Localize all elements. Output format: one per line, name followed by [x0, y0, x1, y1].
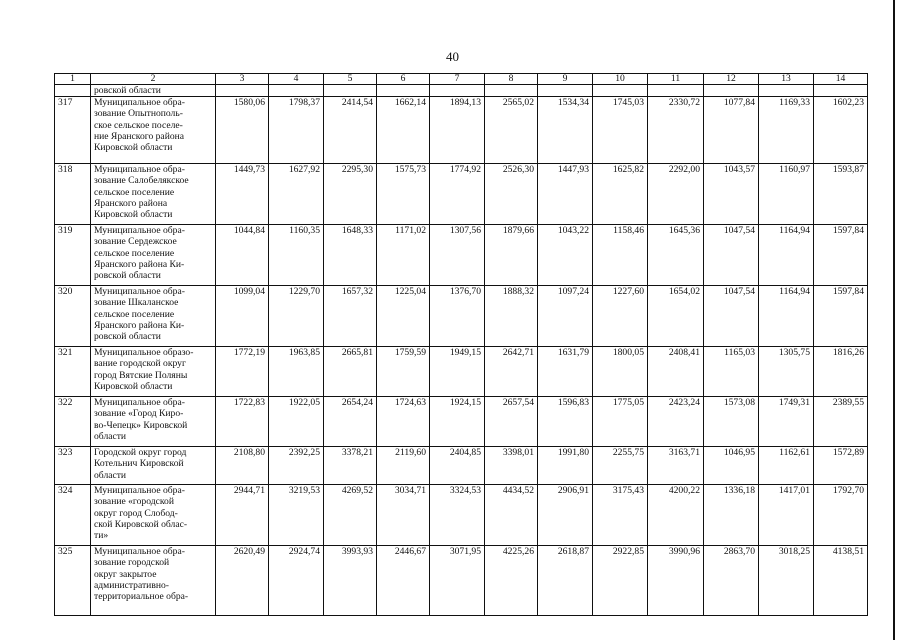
- municipality-name: [91, 347, 216, 397]
- value-cell-col-10: 2922,85: [593, 546, 648, 616]
- municipality-name-line: Яранского района Ки-: [94, 258, 185, 270]
- value-cell-col-8: 2657,54: [485, 397, 538, 447]
- value-cell-col-8: 4225,26: [485, 546, 538, 616]
- municipality-name-line: области: [94, 430, 127, 442]
- value-cell-col-6: 1225,04: [377, 286, 430, 347]
- value-cell-col-5: 3378,21: [324, 447, 377, 485]
- municipality-name-line: Кировской области: [94, 380, 173, 392]
- value-cell-col-3: 2944,71: [216, 485, 269, 546]
- table-row: [55, 546, 868, 616]
- header-row: [55, 74, 868, 85]
- row-number: 323: [55, 447, 91, 485]
- column-header-14: 14: [814, 74, 868, 85]
- value-cell-col-8: 2526,30: [485, 164, 538, 225]
- municipality-name-line: вание городской округ: [94, 358, 186, 370]
- value-cell-col-4: 1922,05: [269, 397, 324, 447]
- continuation-text: ровской области: [91, 85, 216, 97]
- value-cell-col-13: 1169,33: [759, 97, 814, 164]
- municipality-name-line: зование «городской: [94, 496, 174, 508]
- municipality-name-line: во-Чепецк» Кировской: [94, 419, 188, 431]
- municipality-name-line: Котельнич Кировской: [94, 458, 184, 470]
- value-cell-col-5: 2654,24: [324, 397, 377, 447]
- value-cell-col-3: 2620,49: [216, 546, 269, 616]
- value-cell-col-3: 1580,06: [216, 97, 269, 164]
- municipality-name-line: ние Яранского района: [94, 130, 185, 142]
- value-cell-col-9: 1596,83: [538, 397, 593, 447]
- value-cell-col-14: 1816,26: [814, 347, 868, 397]
- page-edge-rule: [893, 0, 895, 640]
- row-number: 325: [55, 546, 91, 616]
- value-cell-col-11: 2292,00: [648, 164, 704, 225]
- value-cell-col-12: 1573,08: [704, 397, 759, 447]
- value-cell-col-13: 1749,31: [759, 397, 814, 447]
- column-header-9: 9: [538, 74, 593, 85]
- value-cell-col-8: 1879,66: [485, 225, 538, 286]
- value-cell-col-10: 1227,60: [593, 286, 648, 347]
- column-header-11: 11: [648, 74, 704, 85]
- municipality-name: [91, 447, 216, 485]
- table-row: [55, 97, 868, 164]
- value-cell-col-11: 1654,02: [648, 286, 704, 347]
- continuation-row: [55, 85, 868, 97]
- municipality-name-line: округ закрытое: [94, 568, 157, 580]
- value-cell-col-14: 4138,51: [814, 546, 868, 616]
- table-row: [55, 397, 868, 447]
- value-cell-col-8: 2642,71: [485, 347, 538, 397]
- value-cell-col-8: 2565,02: [485, 97, 538, 164]
- value-cell-col-7: 1894,13: [430, 97, 485, 164]
- table-row: [55, 347, 868, 397]
- page-number: 40: [446, 49, 459, 64]
- value-cell-col-9: 2906,91: [538, 485, 593, 546]
- municipality-name-line: Яранского района: [94, 197, 168, 209]
- municipality-name-line: территориальное обра-: [94, 591, 189, 603]
- municipality-name-line: административно-: [94, 579, 169, 591]
- municipality-name-line: области: [94, 469, 127, 481]
- value-cell-col-5: 1648,33: [324, 225, 377, 286]
- column-header-4: 4: [269, 74, 324, 85]
- row-number: 322: [55, 397, 91, 447]
- value-cell-col-6: 1662,14: [377, 97, 430, 164]
- value-cell-col-11: 4200,22: [648, 485, 704, 546]
- value-cell-col-7: 1307,56: [430, 225, 485, 286]
- value-cell-col-7: 3071,95: [430, 546, 485, 616]
- value-cell-col-8: 1888,32: [485, 286, 538, 347]
- value-cell-col-3: 1044,84: [216, 225, 269, 286]
- table-row: [55, 447, 868, 485]
- value-cell-col-11: 2408,41: [648, 347, 704, 397]
- municipality-name-line: ровской области: [94, 270, 161, 282]
- municipality-name-line: зование Салобелякское: [94, 175, 189, 187]
- municipality-name-line: Яранского района Ки-: [94, 319, 185, 331]
- value-cell-col-5: 4269,52: [324, 485, 377, 546]
- municipality-name-line: Муниципальное обра-: [94, 546, 185, 557]
- row-number: 319: [55, 225, 91, 286]
- value-cell-col-4: 1798,37: [269, 97, 324, 164]
- value-cell-col-9: 1097,24: [538, 286, 593, 347]
- municipality-name-line: Городской округ город: [94, 447, 187, 458]
- column-header-8: 8: [485, 74, 538, 85]
- value-cell-col-4: 1963,85: [269, 347, 324, 397]
- value-cell-col-13: 1305,75: [759, 347, 814, 397]
- municipality-name-line: Муниципальное обра-: [94, 286, 185, 297]
- value-cell-col-9: 1043,22: [538, 225, 593, 286]
- value-cell-col-9: 1534,34: [538, 97, 593, 164]
- value-cell-col-14: 1593,87: [814, 164, 868, 225]
- column-header-1: 1: [55, 74, 91, 85]
- value-cell-col-7: 1924,15: [430, 397, 485, 447]
- value-cell-col-12: 1046,95: [704, 447, 759, 485]
- municipality-name-line: Муниципальное обра-: [94, 97, 185, 108]
- municipality-name-line: сельское поселение: [94, 247, 175, 259]
- column-header-5: 5: [324, 74, 377, 85]
- municipality-name-line: ти»: [94, 530, 109, 542]
- value-cell-col-11: 2423,24: [648, 397, 704, 447]
- value-cell-col-5: 2295,30: [324, 164, 377, 225]
- value-cell-col-5: 2665,81: [324, 347, 377, 397]
- value-cell-col-10: 1775,05: [593, 397, 648, 447]
- table-row: [55, 286, 868, 347]
- column-header-12: 12: [704, 74, 759, 85]
- continuation-index-cell: [55, 85, 91, 97]
- column-header-7: 7: [430, 74, 485, 85]
- table-row: [55, 164, 868, 225]
- value-cell-col-3: 1772,19: [216, 347, 269, 397]
- table-row: [55, 225, 868, 286]
- value-cell-col-14: 1792,70: [814, 485, 868, 546]
- value-cell-col-13: 1417,01: [759, 485, 814, 546]
- municipality-name-line: сельское поселение: [94, 308, 175, 320]
- value-cell-col-14: 1597,84: [814, 286, 868, 347]
- value-cell-col-10: 3175,43: [593, 485, 648, 546]
- municipality-name-line: Кировской области: [94, 142, 173, 154]
- value-cell-col-13: 3018,25: [759, 546, 814, 616]
- municipality-name-line: сельское поселение: [94, 186, 175, 198]
- value-cell-col-6: 1171,02: [377, 225, 430, 286]
- value-cell-col-5: 3993,93: [324, 546, 377, 616]
- municipality-name-line: зование Шкаланское: [94, 297, 179, 309]
- value-cell-col-6: 2119,60: [377, 447, 430, 485]
- value-cell-col-12: 1336,18: [704, 485, 759, 546]
- value-cell-col-3: 2108,80: [216, 447, 269, 485]
- column-header-13: 13: [759, 74, 814, 85]
- value-cell-col-4: 2924,74: [269, 546, 324, 616]
- value-cell-col-7: 2404,85: [430, 447, 485, 485]
- value-cell-col-12: 1043,57: [704, 164, 759, 225]
- value-cell-col-7: 1949,15: [430, 347, 485, 397]
- value-cell-col-10: 1625,82: [593, 164, 648, 225]
- value-cell-col-6: 3034,71: [377, 485, 430, 546]
- value-cell-col-9: 1447,93: [538, 164, 593, 225]
- municipality-name: [91, 286, 216, 347]
- value-cell-col-12: 1077,84: [704, 97, 759, 164]
- value-cell-col-4: 1229,70: [269, 286, 324, 347]
- municipality-name-line: зование городской: [94, 557, 170, 569]
- value-cell-col-3: 1099,04: [216, 286, 269, 347]
- value-cell-col-13: 1164,94: [759, 225, 814, 286]
- value-cell-col-11: 2330,72: [648, 97, 704, 164]
- municipality-name: [91, 485, 216, 546]
- value-cell-col-10: 1158,46: [593, 225, 648, 286]
- row-number: 317: [55, 97, 91, 164]
- municipality-name-line: Муниципальное обра-: [94, 485, 185, 496]
- value-cell-col-4: 3219,53: [269, 485, 324, 546]
- value-cell-col-7: 3324,53: [430, 485, 485, 546]
- value-cell-col-11: 1645,36: [648, 225, 704, 286]
- value-cell-col-13: 1160,97: [759, 164, 814, 225]
- municipality-name: [91, 225, 216, 286]
- value-cell-col-4: 2392,25: [269, 447, 324, 485]
- value-cell-col-5: 2414,54: [324, 97, 377, 164]
- municipality-name-line: ское сельское поселе-: [94, 119, 183, 131]
- value-cell-col-10: 1800,05: [593, 347, 648, 397]
- municipality-name-line: город Вятские Поляны: [94, 369, 188, 381]
- value-cell-col-14: 2389,55: [814, 397, 868, 447]
- value-cell-col-13: 1162,61: [759, 447, 814, 485]
- column-header-6: 6: [377, 74, 430, 85]
- value-cell-col-10: 1745,03: [593, 97, 648, 164]
- row-number: 320: [55, 286, 91, 347]
- value-cell-col-9: 2618,87: [538, 546, 593, 616]
- value-cell-col-8: 3398,01: [485, 447, 538, 485]
- municipality-name: [91, 546, 216, 616]
- value-cell-col-4: 1627,92: [269, 164, 324, 225]
- value-cell-col-11: 3163,71: [648, 447, 704, 485]
- row-number: 321: [55, 347, 91, 397]
- value-cell-col-14: 1597,84: [814, 225, 868, 286]
- value-cell-col-12: 2863,70: [704, 546, 759, 616]
- value-cell-col-9: 1631,79: [538, 347, 593, 397]
- value-cell-col-5: 1657,32: [324, 286, 377, 347]
- column-header-10: 10: [593, 74, 648, 85]
- municipality-name: [91, 97, 216, 164]
- column-header-2: 2: [91, 74, 216, 85]
- value-cell-col-14: 1572,89: [814, 447, 868, 485]
- municipality-name-line: зование Сердежское: [94, 236, 177, 248]
- value-cell-col-12: 1165,03: [704, 347, 759, 397]
- value-cell-col-4: 1160,35: [269, 225, 324, 286]
- municipality-name-line: Кировской области: [94, 209, 173, 221]
- row-number: 318: [55, 164, 91, 225]
- value-cell-col-6: 2446,67: [377, 546, 430, 616]
- value-cell-col-11: 3990,96: [648, 546, 704, 616]
- municipality-name-line: округ город Слобод-: [94, 507, 178, 519]
- value-cell-col-6: 1575,73: [377, 164, 430, 225]
- municipality-name-line: Муниципальное обра-: [94, 164, 185, 175]
- value-cell-col-7: 1774,92: [430, 164, 485, 225]
- value-cell-col-3: 1722,83: [216, 397, 269, 447]
- municipality-name-line: Муниципальное обра-: [94, 225, 185, 236]
- value-cell-col-12: 1047,54: [704, 225, 759, 286]
- municipality-name: [91, 397, 216, 447]
- column-header-3: 3: [216, 74, 269, 85]
- value-cell-col-14: 1602,23: [814, 97, 868, 164]
- municipality-name-line: зование Опытнополь-: [94, 108, 183, 120]
- municipality-name-line: ровской области: [94, 331, 161, 343]
- value-cell-col-7: 1376,70: [430, 286, 485, 347]
- value-cell-col-6: 1759,59: [377, 347, 430, 397]
- value-cell-col-9: 1991,80: [538, 447, 593, 485]
- municipality-name-line: ской Кировской облас-: [94, 518, 188, 530]
- value-cell-col-12: 1047,54: [704, 286, 759, 347]
- municipality-name: [91, 164, 216, 225]
- value-cell-col-3: 1449,73: [216, 164, 269, 225]
- municipality-name-line: зование «Город Киро-: [94, 408, 184, 420]
- municipality-name-line: Муниципальное образо-: [94, 347, 194, 358]
- data-table: [54, 73, 868, 616]
- row-number: 324: [55, 485, 91, 546]
- table-row: [55, 485, 868, 546]
- value-cell-col-10: 2255,75: [593, 447, 648, 485]
- value-cell-col-13: 1164,94: [759, 286, 814, 347]
- value-cell-col-8: 4434,52: [485, 485, 538, 546]
- value-cell-col-6: 1724,63: [377, 397, 430, 447]
- municipality-name-line: Муниципальное обра-: [94, 397, 185, 408]
